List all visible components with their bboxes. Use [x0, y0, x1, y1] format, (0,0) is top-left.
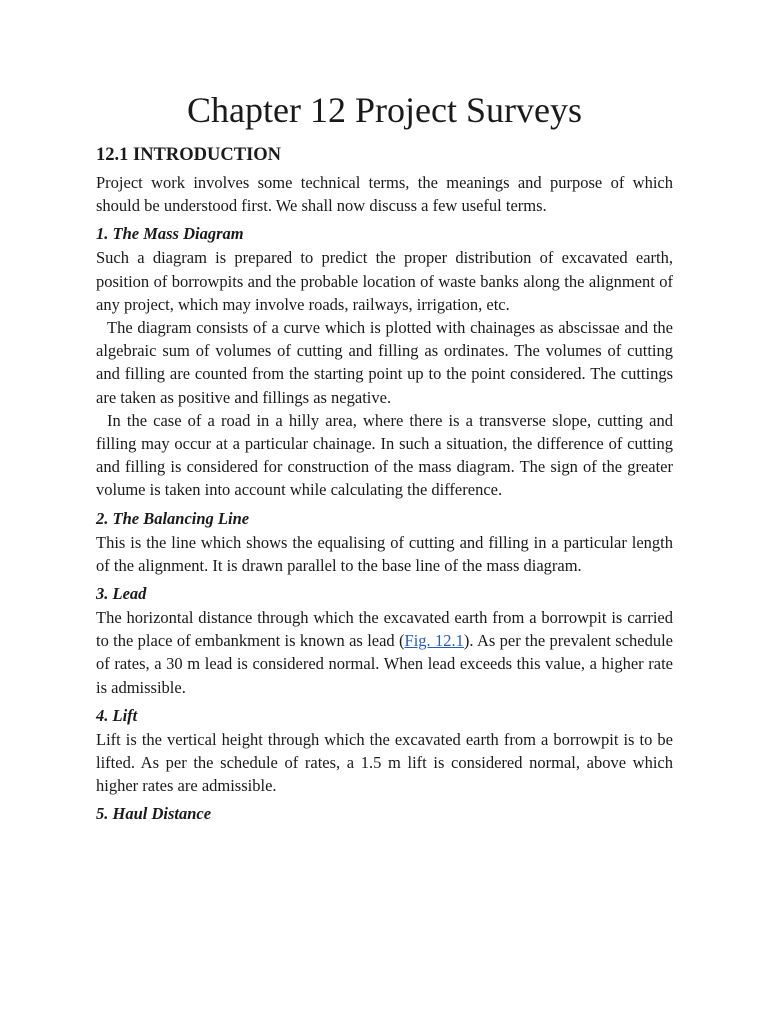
term-heading-lead: 3. Lead [96, 584, 147, 604]
term-heading-haul-distance: 5. Haul Distance [96, 804, 212, 824]
term-heading-balancing-line: 2. The Balancing Line [96, 508, 250, 528]
lead-text-after-link: ). As per the prevalent schedule of rates, a 30 m lead is considered normal. When lead exceeds this value, a higher rate is admissible. [96, 631, 674, 697]
lead-paragraph [96, 606, 673, 699]
term-heading-mass-diagram: 1. The Mass Diagram [96, 224, 244, 244]
lead-text-before-link: The horizontal distance through which the excavated earth from a borrowpit is carried to the place of embankment is known as lead ( [96, 608, 673, 651]
section-heading: 12.1 INTRODUCTION [96, 145, 282, 165]
chapter-title: Chapter 12 Project Surveys [187, 90, 582, 130]
document-page [96, 88, 673, 826]
lift-paragraph: Lift is the vertical height through which the excavated earth from a borrowpit is to be lifted. As per the schedule of rates, a 1.5 m lift is considered normal, above which higher rates are admissible. [96, 729, 673, 796]
figure-link[interactable]: Fig. 12.1 [404, 631, 464, 651]
intro-paragraph: Project work involves some technical terms, the meanings and purpose of which should be understood first. We shall now discuss a few useful terms. [96, 173, 673, 216]
mass-diagram-paragraph-2: The diagram consists of a curve which is plotted with chainages as abscissae and the algebraic sum of volumes of cutting and filling as ordinates. The volumes of cutting and filling are counted from the starting point up to the point considered. The cuttings are taken as positive and fillings as negative. [96, 318, 673, 407]
term-heading-lift: 4. Lift [96, 705, 138, 725]
balancing-line-paragraph: This is the line which shows the equalising of cutting and filling in a particular length of the alignment. It is drawn parallel to the base line of the mass diagram. [96, 532, 673, 575]
mass-diagram-paragraph-3: In the case of a road in a hilly area, where there is a transverse slope, cutting and filling may occur at a particular chainage. In such a situation, the difference of cutting and filling is considered for construction of the mass diagram. The sign of the greater volume is taken into account while calculating the difference. [96, 410, 673, 500]
mass-diagram-paragraph-1: Such a diagram is prepared to predict the proper distribution of excavated earth, position of borrowpits and the probable location of waste banks along the alignment of any project, which may involve roads, railways, irrigation, etc. [96, 248, 673, 314]
